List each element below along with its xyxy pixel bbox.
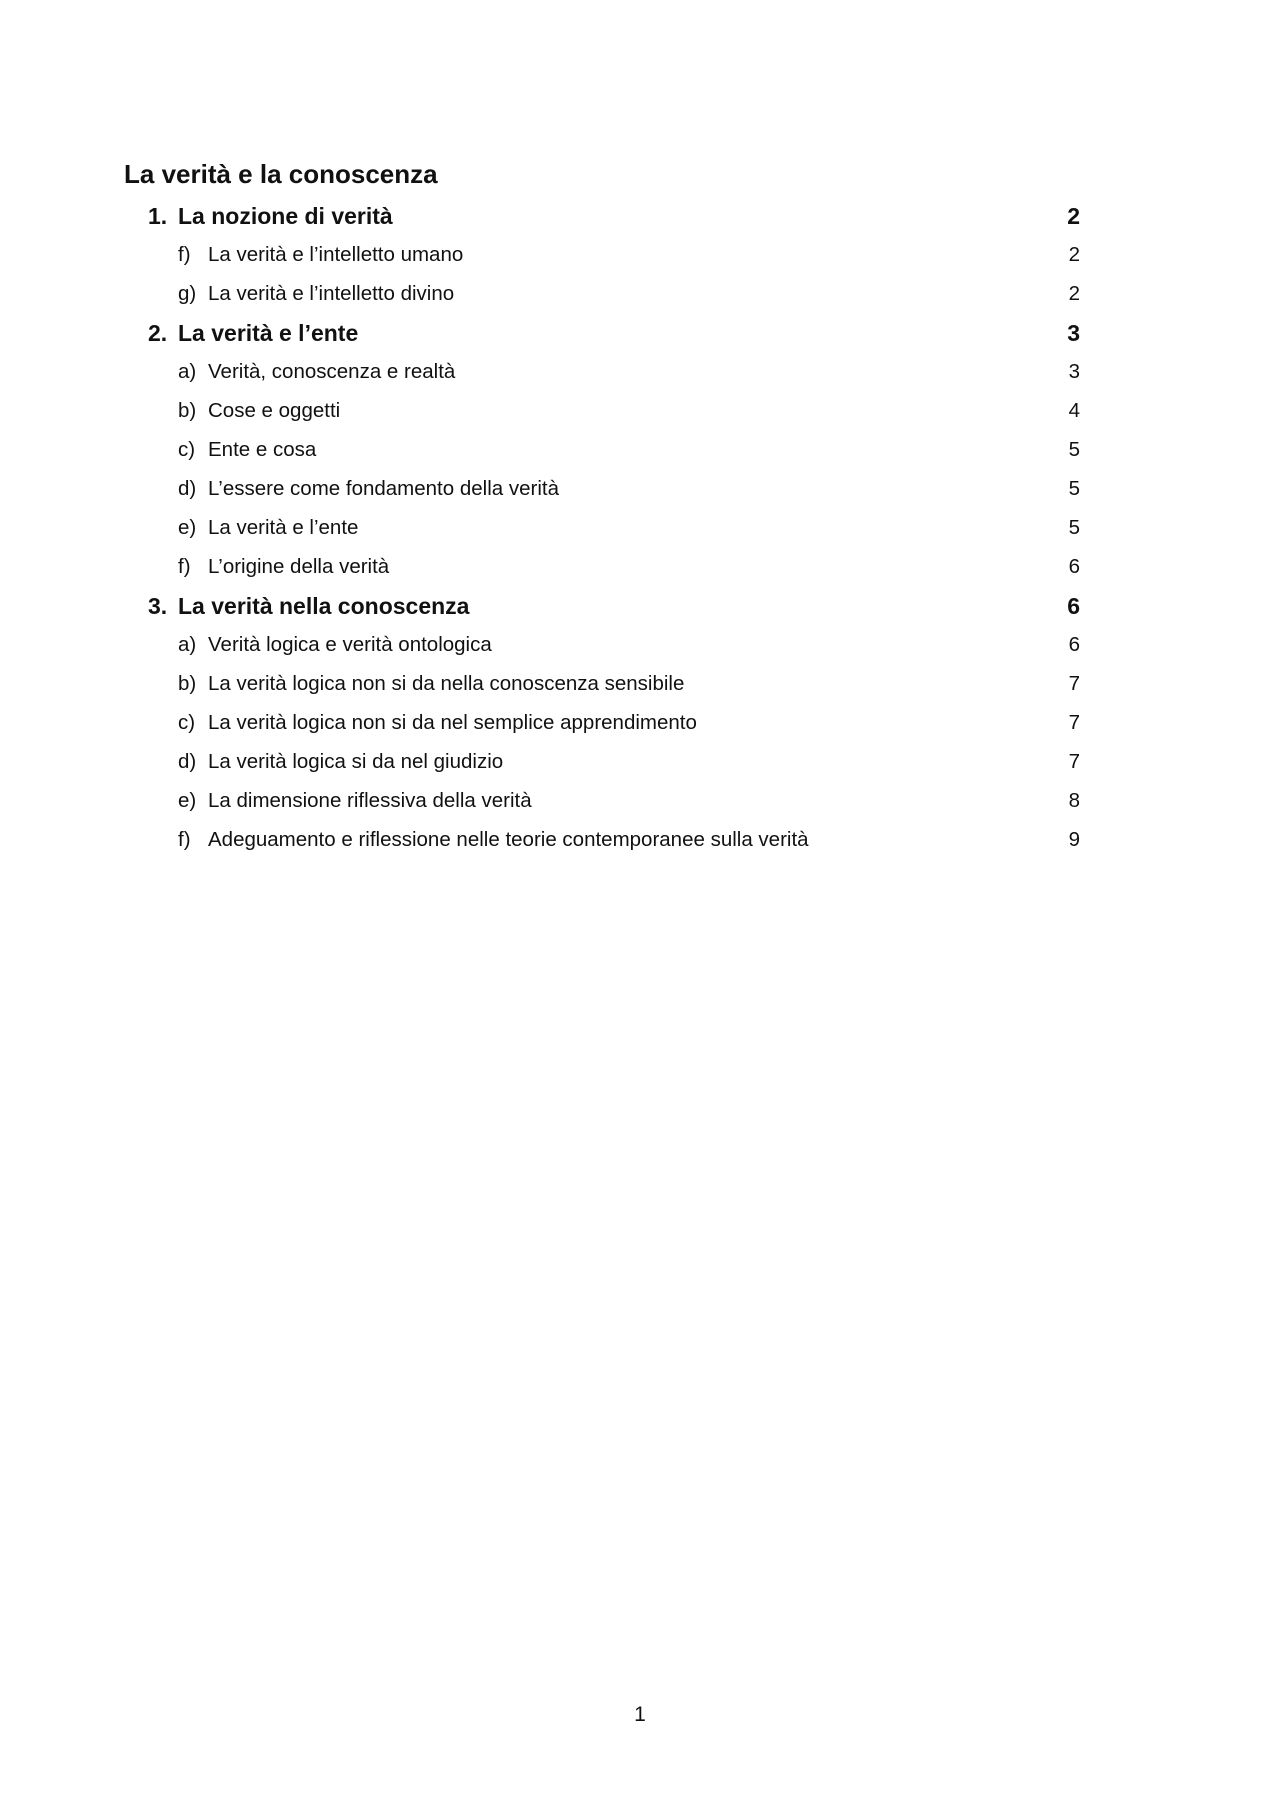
toc-entry-page: 7 [1068,711,1080,734]
toc-entry-marker: d) [178,477,197,500]
toc-entry-page: 3 [1067,320,1080,346]
toc-section-entry[interactable] [148,200,1080,232]
toc-entry-label: La verità e l’ente [208,516,359,539]
toc-entry-marker: g) [178,282,197,305]
toc-entry-marker: 1. [148,203,168,229]
toc-entry-marker: e) [178,789,197,812]
toc-entry-label: Ente e cosa [208,438,317,461]
toc-entry-marker: a) [178,360,197,383]
toc-entry-marker: a) [178,633,197,656]
toc-subsection-entry[interactable] [178,434,1080,466]
toc-entry-marker: c) [178,711,196,734]
toc-entry-label: La verità e l’ente [178,320,359,346]
toc-entry-marker: f) [178,243,191,266]
toc-entry-label: La verità logica si da nel giudizio [208,750,504,773]
toc-entry-marker: e) [178,516,197,539]
toc-subsection-entry[interactable] [178,395,1080,427]
toc-entry-page: 2 [1067,203,1080,229]
toc-entry-label: Adeguamento e riflessione nelle teorie contemporanee sulla verità [208,828,809,851]
toc-subsection-entry[interactable] [178,746,1080,778]
toc-entry-page: 8 [1068,789,1080,812]
toc-entry-label: La verità e l’intelletto divino [208,282,455,305]
toc-entry-page: 5 [1068,477,1080,500]
toc-section-entry[interactable] [148,590,1080,622]
toc-entry-marker: 3. [148,593,168,619]
toc-entry-page: 7 [1068,672,1080,695]
toc-subsection-entry[interactable] [178,473,1080,505]
toc-entry-page: 5 [1068,438,1080,461]
toc-subsection-entry[interactable] [178,278,1080,310]
toc-entry-page: 9 [1068,828,1080,851]
toc-entry-marker: d) [178,750,197,773]
toc-subsection-entry[interactable] [178,785,1080,817]
toc-entry-marker: b) [178,672,197,695]
toc-subsection-entry[interactable] [178,707,1080,739]
toc-entry-page: 5 [1068,516,1080,539]
toc-entry-page: 6 [1067,593,1080,619]
toc-entry-page: 4 [1068,399,1080,422]
toc-entry-page: 6 [1068,633,1080,656]
toc-entry-label: Verità logica e verità ontologica [208,633,492,656]
toc-entry-label: Cose e oggetti [208,399,341,422]
page-number: 1 [634,1703,646,1726]
toc-entry-page: 2 [1068,243,1080,266]
toc-subsection-entry[interactable] [178,629,1080,661]
toc-entry-label: La verità e l’intelletto umano [208,243,464,266]
toc-entry-label: La nozione di verità [178,203,393,229]
toc-subsection-entry[interactable] [178,824,1080,856]
toc-entry-page: 6 [1068,555,1080,578]
toc-entry-page: 2 [1068,282,1080,305]
toc-entry-label: La verità logica non si da nel semplice apprendimento [208,711,697,734]
toc-entry-label: La verità logica non si da nella conoscenza sensibile [208,672,685,695]
toc-entry-page: 7 [1068,750,1080,773]
toc-entry-marker: c) [178,438,196,461]
toc-subsection-entry[interactable] [178,239,1080,271]
toc-entry-marker: f) [178,828,191,851]
toc-subsection-entry[interactable] [178,668,1080,700]
toc-title: La verità e la conoscenza [124,159,438,189]
toc-subsection-entry[interactable] [178,356,1080,388]
toc-entry-page: 3 [1068,360,1080,383]
toc-entry-label: La dimensione riflessiva della verità [208,789,532,812]
toc-entry-marker: b) [178,399,197,422]
toc-entry-marker: 2. [148,320,168,346]
toc-entry-label: L’origine della verità [208,555,390,578]
toc-entry-label: Verità, conoscenza e realtà [208,360,456,383]
toc-entry-marker: f) [178,555,191,578]
toc-entry-label: La verità nella conoscenza [178,593,470,619]
toc-section-entry[interactable] [148,317,1080,349]
toc-entry-label: L’essere come fondamento della verità [208,477,559,500]
toc-subsection-entry[interactable] [178,512,1080,544]
toc-subsection-entry[interactable] [178,551,1080,583]
